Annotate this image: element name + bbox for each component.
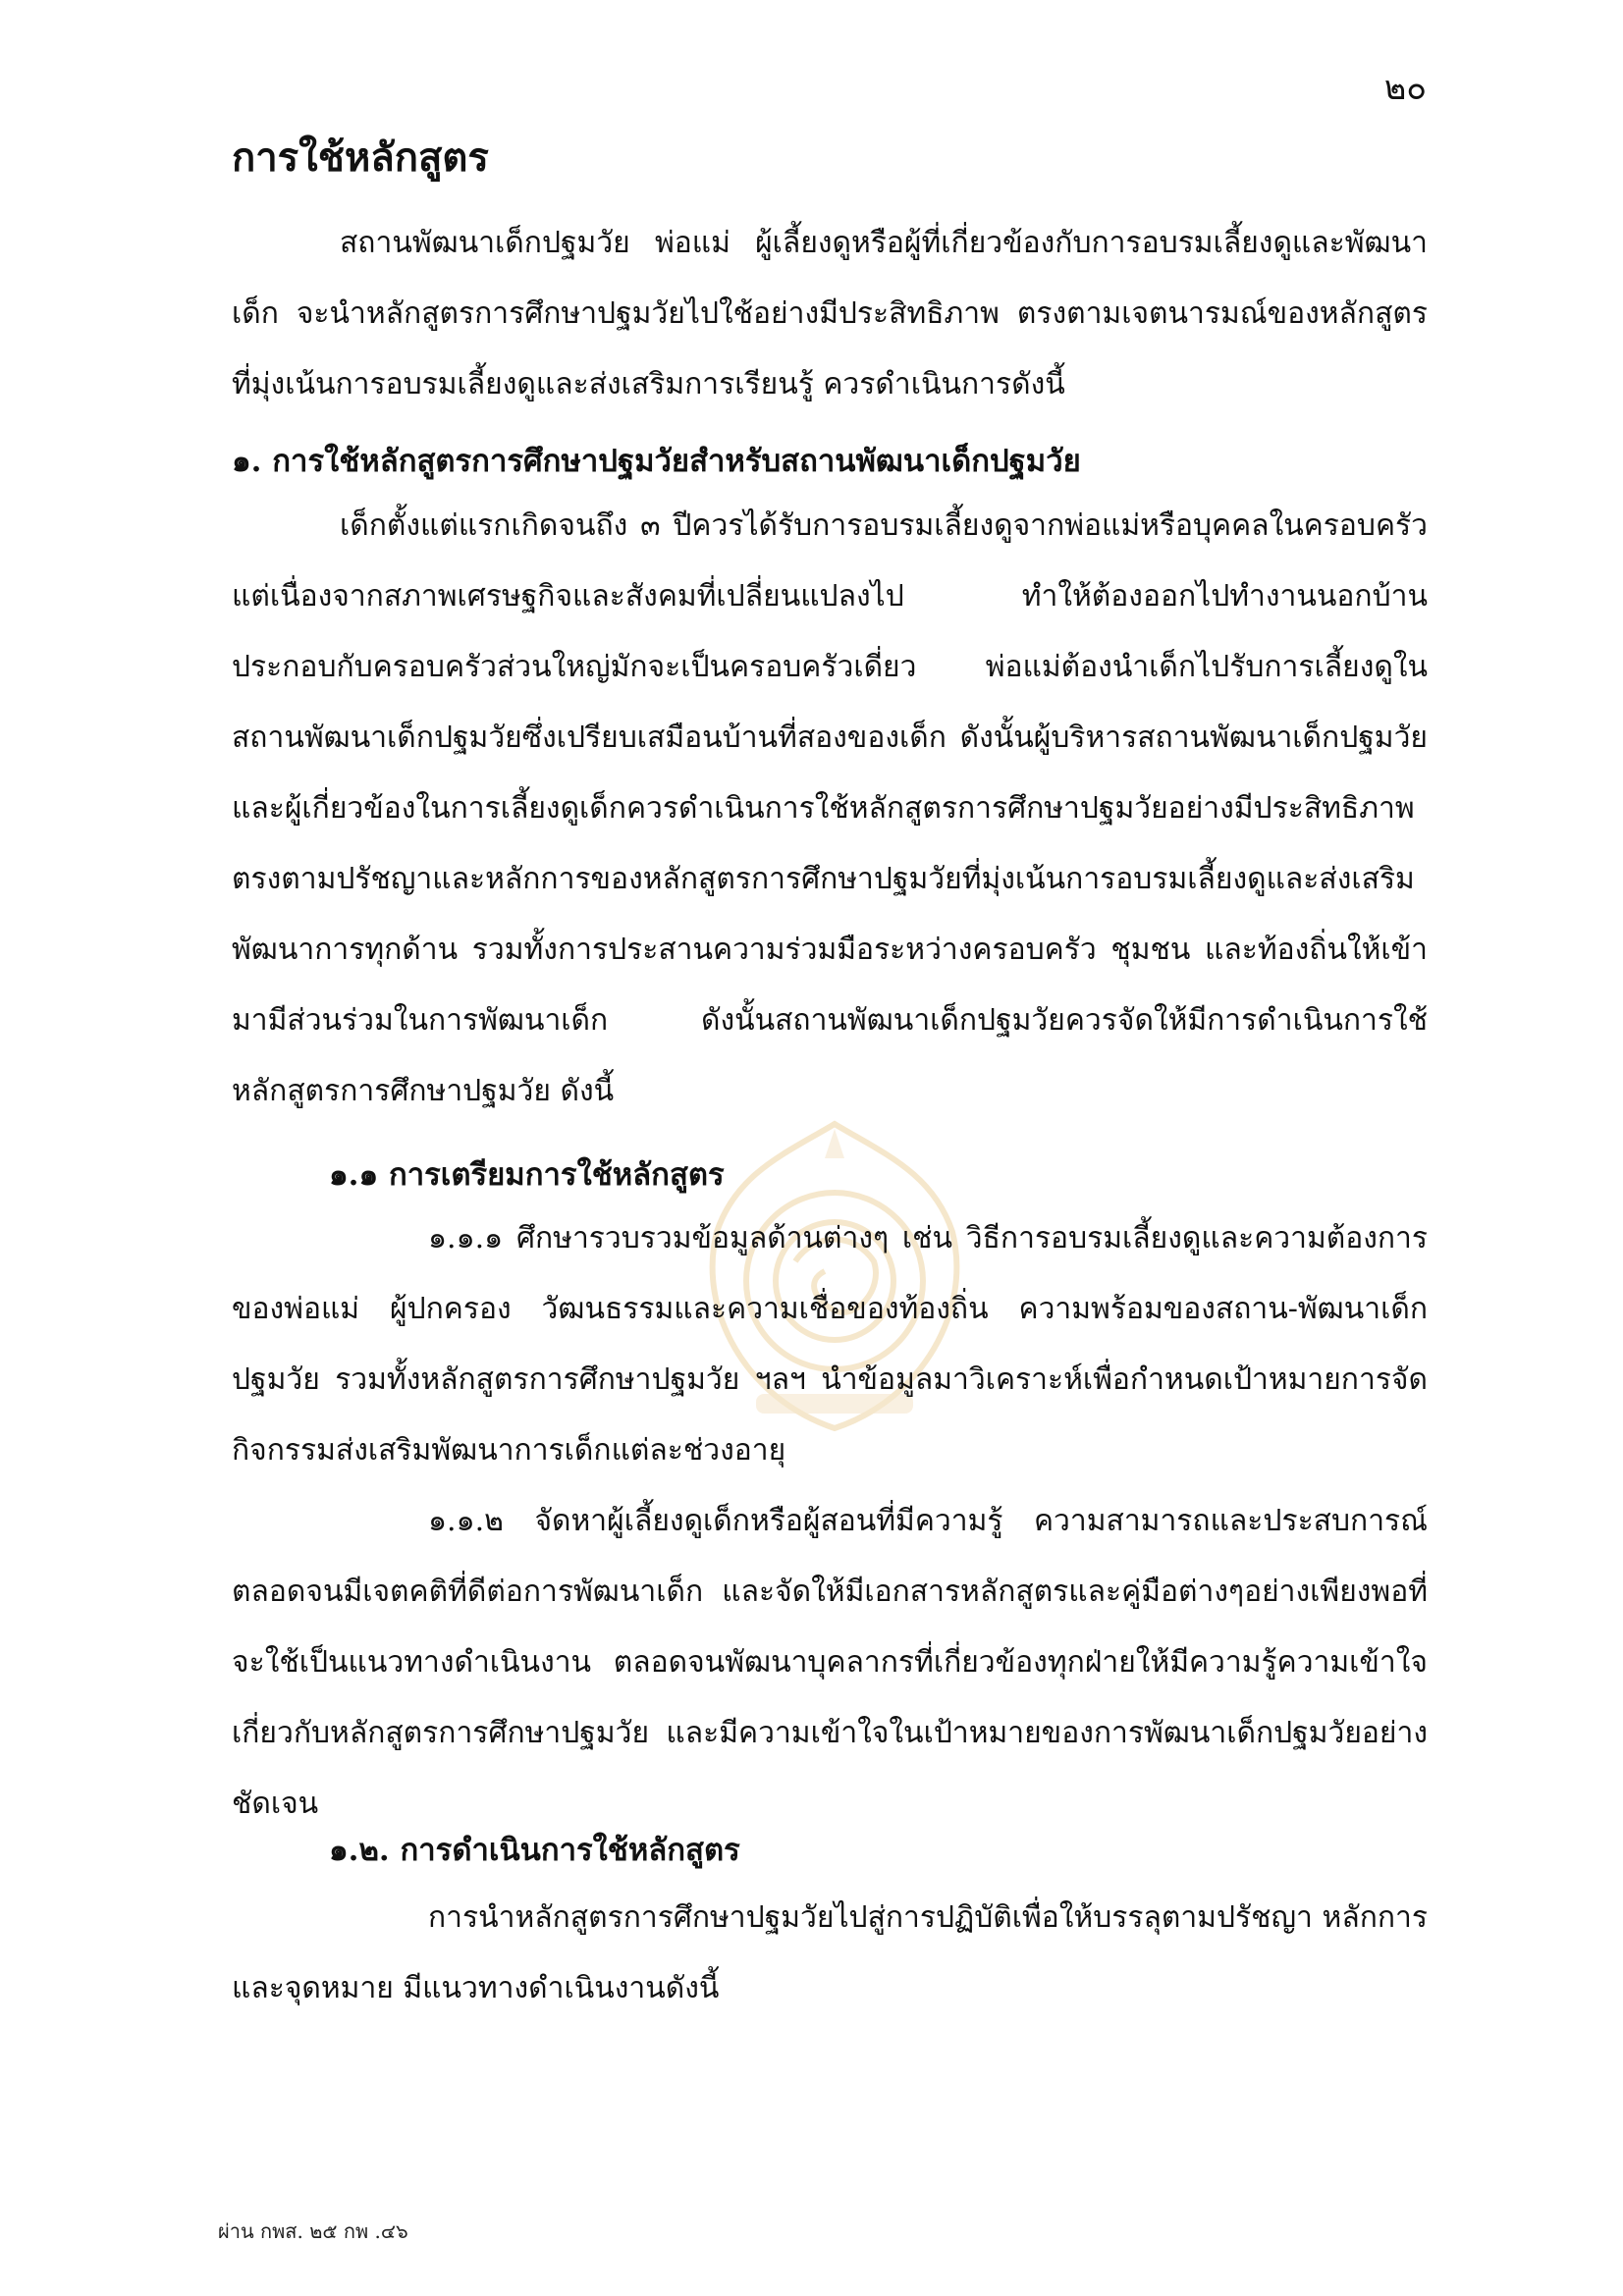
footer-approval-note: ผ่าน กพส. ๒๕ กพ .๔๖ xyxy=(218,2219,408,2243)
section-1-heading: ๑. การใช้หลักสูตรการศึกษาปฐมวัยสำหรับสถานพัฒนาเด็กปฐมวัย xyxy=(232,444,1081,479)
section-1-1-heading: ๑.๑ การเตรียมการใช้หลักสูตร xyxy=(329,1157,725,1193)
intro-paragraph: สถานพัฒนาเด็กปฐมวัย พ่อแม่ ผู้เลี้ยงดูหรือผู้ที่เกี่ยวข้องกับการอบรมเลี้ยงดูและพัฒนาเด็ก จะนำหลักสูตรการศึกษาปฐมวัยไปใช้อย่างมีประสิทธิภาพ ตรงตามเจตนารมณ์ของหลักสูตร ที่มุ่งเน้นการอบรมเลี้ยงดูและส่งเสริมการเรียนรู้ ควรดำเนินการดังนี้ xyxy=(232,226,1428,401)
section-1-2-paragraph: การนำหลักสูตรการศึกษาปฐมวัยไปสู่การปฏิบัติเพื่อให้บรรลุตามปรัชญา หลักการ และจุดหมาย มีแนวทางดำเนินงานดังนี้ xyxy=(232,1900,1428,2005)
section-1-2-heading: ๑.๒. การดำเนินการใช้หลักสูตร xyxy=(329,1833,740,1868)
page-title: การใช้หลักสูตร xyxy=(232,134,489,181)
section-1-1-1-paragraph: ๑.๑.๑ ศึกษารวบรวมข้อมูลด้านต่างๆ เช่น วิธีการอบรมเลี้ยงดูและความต้องการของพ่อแม่ ผู้ปกครอง วัฒนธรรมและความเชื่อของท้องถิ่น ความพร้อมของสถาน-พัฒนาเด็กปฐมวัย รวมทั้งหลักสูตรการศึกษาปฐมวัย ฯลฯ นำข้อมูลมาวิเคราะห์เพื่อกำหนดเป้าหมายการจัดกิจกรรมส่งเสริมพัฒนาการเด็กแต่ละช่วงอายุ xyxy=(232,1221,1428,1468)
section-1-1-2-paragraph: ๑.๑.๒ จัดหาผู้เลี้ยงดูเด็กหรือผู้สอนที่มีความรู้ ความสามารถและประสบการณ์ ตลอดจนมีเจตคติที่ดีต่อการพัฒนาเด็ก และจัดให้มีเอกสารหลักสูตรและคู่มือต่างๆอย่างเพียงพอที่จะใช้เป็นแนวทางดำเนินงาน ตลอดจนพัฒนาบุคลากรที่เกี่ยวข้องทุกฝ่ายให้มีความรู้ความเข้าใจเกี่ยวกับหลักสูตรการศึกษาปฐมวัย และมีความเข้าใจในเป้าหมายของการพัฒนาเด็กปฐมวัยอย่างชัดเจน xyxy=(232,1504,1428,1821)
section-1-paragraph: เด็กตั้งแต่แรกเกิดจนถึง ๓ ปีควรได้รับการอบรมเลี้ยงดูจากพ่อแม่หรือบุคคลในครอบครัว แต่เนื่องจากสภาพเศรษฐกิจและสังคมที่เปลี่ยนแปลงไป ทำให้ต้องออกไปทำงานนอกบ้าน ประกอบกับครอบครัวส่วนใหญ่มักจะเป็นครอบครัวเดี่ยว พ่อแม่ต้องนำเด็กไปรับการเลี้ยงดูในสถานพัฒนาเด็กปฐมวัยซึ่งเปรียบเสมือนบ้านที่สองของเด็ก ดังนั้นผู้บริหารสถานพัฒนาเด็กปฐมวัยและผู้เกี่ยวข้องในการเลี้ยงดูเด็กควรดำเนินการใช้หลักสูตรการศึกษาปฐมวัยอย่างมีประสิทธิภาพ ตรงตามปรัชญาและหลักการของหลักสูตรการศึกษาปฐมวัยที่มุ่งเน้นการอบรมเลี้ยงดูและส่งเสริมพัฒนาการทุกด้าน รวมทั้งการประสานความร่วมมือระหว่างครอบครัว ชุมชน และท้องถิ่นให้เข้ามามีส่วนร่วมในการพัฒนาเด็ก ดังนั้นสถานพัฒนาเด็กปฐมวัยควรจัดให้มีการดำเนินการใช้หลักสูตรการศึกษาปฐมวัย ดังนี้ xyxy=(232,508,1428,1108)
page-number: ๒๐ xyxy=(1383,69,1427,108)
